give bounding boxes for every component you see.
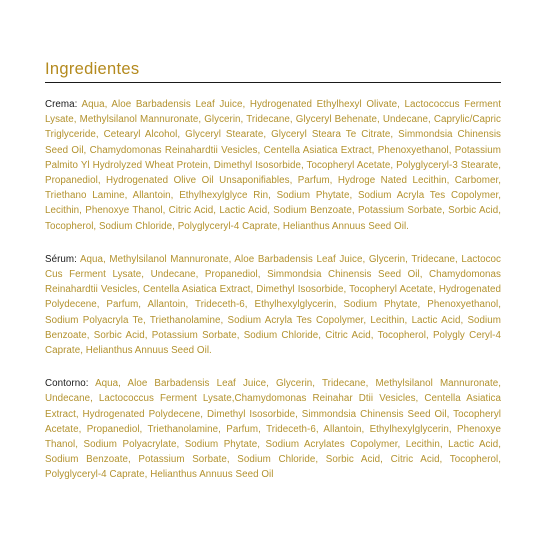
ingredient-section-contorno bbox=[45, 376, 501, 482]
section-label: Crema: bbox=[45, 99, 78, 110]
section-label: Contorno: bbox=[45, 378, 89, 390]
section-ingredients: Aqua, Aloe Barbadensis Leaf Juice, Hydrogenated Ethylhexyl Olivate, Lactococcus Ferment Lysate, Methylsilanol Mannuronate, Glycerin, Tridecane, Glyceryl Behenate, Undecane, Caprylic/Capric Triglyceride, Cetearyl Alcohol, Glyceryl Stearate, Glyceryl Steara Te Citrate, Simmondsia Chinensis Seed Oil, Chamydomonas Reinahardtii Vesicles, Centella Asiatica Extract, Phenoxyethanol, Potassium Palmito Yl Hydrolyzed Wheat Protein, Dimethyl Isosorbide, Tocopheryl Acetate, Polyglyceryl-3 Stearate, Propanediol, Hydrogenated Olive Oil Unsaponifiables, Parfum, Hydroge Nated Lecithin, Carbomer, Triethano Lamine, Allantoin, Ethylhexylglyce Rin, Sodium Phytate, Sodium Acryla Tes Copolymer, Lecithin, Phenoxye Thanol, Citric Acid, Lactic Acid, Sodium Benzoate, Potassium Sorbate, Sorbic Acid, Tocopherol, Sodium Chloride, Polyglyceryl-4 Caprate, Helianthus Annuus Seed Oil. bbox=[45, 99, 502, 232]
ingredient-section-serum bbox=[45, 252, 501, 358]
section-ingredients: Aqua, Methylsilanol Mannuronate, Aloe Barbadensis Leaf Juice, Glycerin, Tridecane, Lactococ Cus Ferment Lysate, Undecane, Propanediol, Simmondsia Chinensis Seed Oil, Chamydomonas Reinahardtii Vesicles, Centella Asiatica Extract, Dimethyl Isosorbide, Tocopheryl Acetate, Hydrogenated Polydecene, Parfum, Allantoin, Trideceth-6, Ethylhexylglycerin, Sodium Phytate, Phenoxyethanol, Sodium Polyacryla Te, Triethanolamine, Sodium Acryla Tes Copolymer, Lecithin, Lactic Acid, Sodium Benzoate, Sorbic Acid, Potassium Sorbate, Sodium Chloride, Citric Acid, Tocopherol, Polygly Ceryl-4 Caprate, Helianthus Annuus Seed Oil. bbox=[45, 253, 502, 357]
page-title: Ingredientes bbox=[45, 60, 140, 78]
ingredient-section-crema bbox=[45, 97, 501, 234]
ingredients-panel bbox=[45, 58, 501, 501]
title-divider bbox=[45, 82, 501, 83]
section-label: Sérum: bbox=[45, 253, 77, 265]
section-ingredients: Aqua, Aloe Barbadensis Leaf Juice, Glycerin, Tridecane, Methylsilanol Mannuronate, Undecane, Lactococcus Ferment Lysate,Chamydomonas Reinahar Dtii Vesicles, Centella Asiatica Extract, Hydrogenated Polydecene, Dimethyl Isosorbide, Simmondsia Chinensis Seed Oil, Tocopheryl Acetate, Propanediol, Triethanolamine, Parfum, Trideceth-6, Allantoin, Ethylhexylglycerin, Phenoxye Thanol, Sodium Polyacrylate, Sodium Phytate, Sodium Acrylates Copolymer, Lecithin, Lactic Acid, Sodium Benzoate, Potassium Sorbate, Sodium Chloride, Sorbic Acid, Citric Acid, Tocopherol, Polyglyceryl-4 Caprate, Helianthus Annuus Seed Oil bbox=[45, 378, 502, 481]
